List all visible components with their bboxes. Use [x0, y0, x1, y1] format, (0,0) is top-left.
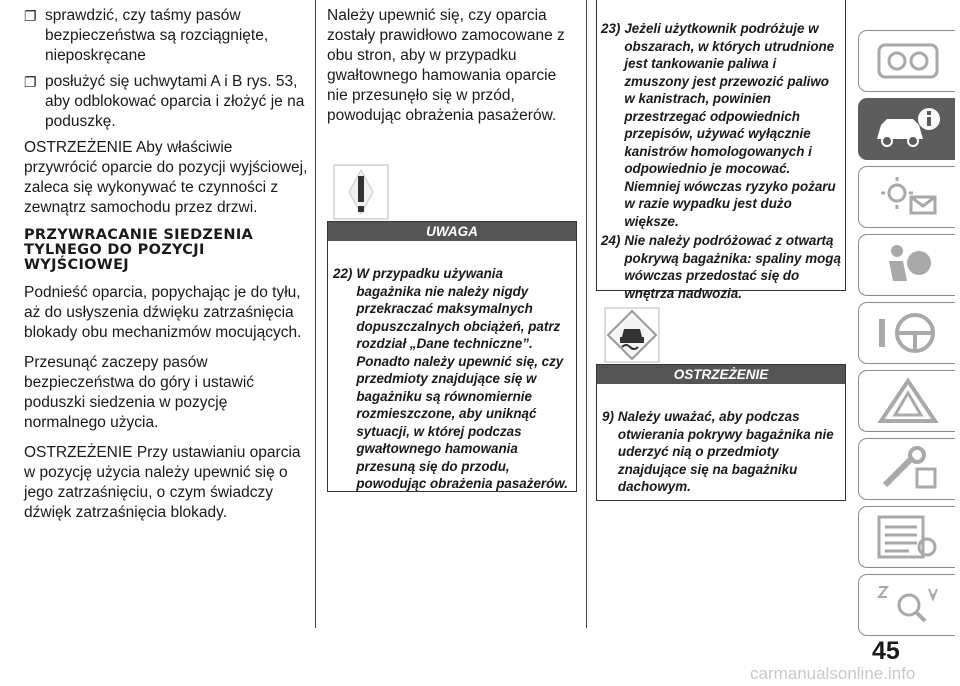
column-divider: [315, 0, 316, 628]
tab-car-info[interactable]: [858, 98, 955, 160]
tab-technical-data[interactable]: [858, 506, 955, 568]
bullet-item: [24, 72, 308, 132]
note-text: Należy uważać, aby podczas otwierania pokrywy bagażnika nie uderzyć nią o przedmioty znajdujące się na bagażniku dachowym.: [617, 409, 834, 494]
notes-list: [597, 0, 845, 302]
technical-data-icon: [873, 513, 943, 561]
alphabetical-index-icon: [873, 581, 943, 629]
checkbox-bullet-icon: ❐: [24, 74, 37, 90]
note-number: 9): [602, 409, 614, 424]
note-number: 22): [333, 266, 353, 281]
tab-index[interactable]: [858, 574, 955, 636]
tab-maintenance[interactable]: [858, 438, 955, 500]
note-text: Jeżeli użytkownik podróżuje w obszarach, w których utrudnione jest tankowanie paliwa i zmuszony jest przewozić paliwo w kanistrach, powinien przestrzegać odpowiednich przepisów, używać wyłącznie kanistrów homologowanych i odpowiednio je mocować. Niemniej wówczas ryzyko pożaru w razie wypadku jest dużo większe.: [624, 21, 836, 229]
bullet-item: [24, 6, 308, 66]
slippery-road-car-icon: [604, 307, 660, 363]
note-item: [333, 265, 570, 493]
caution-box: [327, 221, 577, 492]
note-number: 24): [601, 233, 621, 248]
caution-title: UWAGA: [328, 222, 576, 241]
paragraph: OSTRZEŻENIE Przy ustawianiu oparcia w pozycję użycia należy upewnić się o jego zatrzaśnięciu, o czym świadczy dźwięk zatrzaśnięcia blokady.: [24, 444, 301, 521]
checkbox-bullet-icon: ❐: [24, 8, 37, 24]
caution-note: [328, 241, 576, 493]
warning-triangle-icon: [873, 377, 943, 425]
warning-lights-icon: [873, 173, 943, 221]
tab-safety[interactable]: [858, 234, 955, 296]
car-dashboard-icon: [873, 37, 943, 85]
note-text: W przypadku używania bagażnika nie należy nigdy przekraczać maksymalnych dopuszczalnych obciążeń, patrz rozdział „Dane techniczne”. Ponadto należy upewnić się, czy przedmioty znajdujące się w bagażniku są równomiernie rozmieszczone, aby uniknąć sytuacji, w której podczas gwałtownego hamowania przesuną się do przodu, powodując obrażenia pasażerów.: [356, 266, 568, 491]
note-number: 23): [601, 21, 621, 36]
paragraph: Należy upewnić się, czy oparcia zostały prawidłowo zamocowane z obu stron, aby w przypadku gwałtownego hamowania oparcie nie przesunęło się w przód, powodując obrażenia pasażerów.: [327, 7, 565, 124]
page-number: 45: [872, 637, 900, 665]
warning-box: [596, 364, 846, 501]
left-column: [24, 0, 308, 533]
warning-title: OSTRZEŻENIE: [597, 365, 845, 384]
section-heading: PRZYWRACANIE SIEDZENIA TYLNEGO DO POZYCJI WYJŚCIOWEJ: [24, 227, 254, 273]
note-item: [602, 408, 839, 496]
paragraph: OSTRZEŻENIE Aby właściwie przywrócić oparcie do pozycji wyjściowej, zaleca się wykonywać te czynności z zewnątrz samochodu przez drzwi.: [24, 139, 308, 216]
tab-driving[interactable]: [858, 302, 955, 364]
bullet-text: sprawdzić, czy taśmy pasów bezpieczeństwa są rozciągnięte, nieposkręcane: [45, 7, 269, 64]
column-divider: [586, 0, 587, 628]
airbag-safety-icon: [873, 241, 943, 289]
note-item: [601, 20, 841, 230]
notes-box: [596, 0, 846, 301]
note-item: [601, 232, 841, 302]
car-info-icon: [873, 105, 943, 153]
note-text: Nie należy podróżować z otwartą pokrywą bagażnika: spaliny mogą wówczas przedostać się do wnętrza nadwozia.: [624, 233, 841, 301]
bullet-text: posłużyć się uchwytami A i B rys. 53, aby odblokować oparcia i złożyć je na poduszkę.: [45, 73, 305, 130]
paragraph: Podnieść oparcia, popychając je do tyłu, aż do usłyszenia dźwięku zatrzaśnięcia blokady obu mechanizmów mocujących.: [24, 284, 302, 341]
watermark-footer: carmanualsonline.info: [750, 664, 916, 683]
tab-warning-lights[interactable]: [858, 166, 955, 228]
maintenance-wrench-icon: [873, 445, 943, 493]
warning-note: [597, 384, 845, 496]
middle-column: [327, 0, 577, 126]
paragraph: Przesunąć zaczepy pasów bezpieczeństwa do góry i ustawić poduszki siedzenia w pozycję normalnego użycia.: [24, 354, 255, 431]
steering-wheel-icon: [873, 309, 943, 357]
tab-emergency[interactable]: [858, 370, 955, 432]
tab-dashboard[interactable]: [858, 30, 955, 92]
exclamation-warning-icon: [333, 164, 389, 220]
